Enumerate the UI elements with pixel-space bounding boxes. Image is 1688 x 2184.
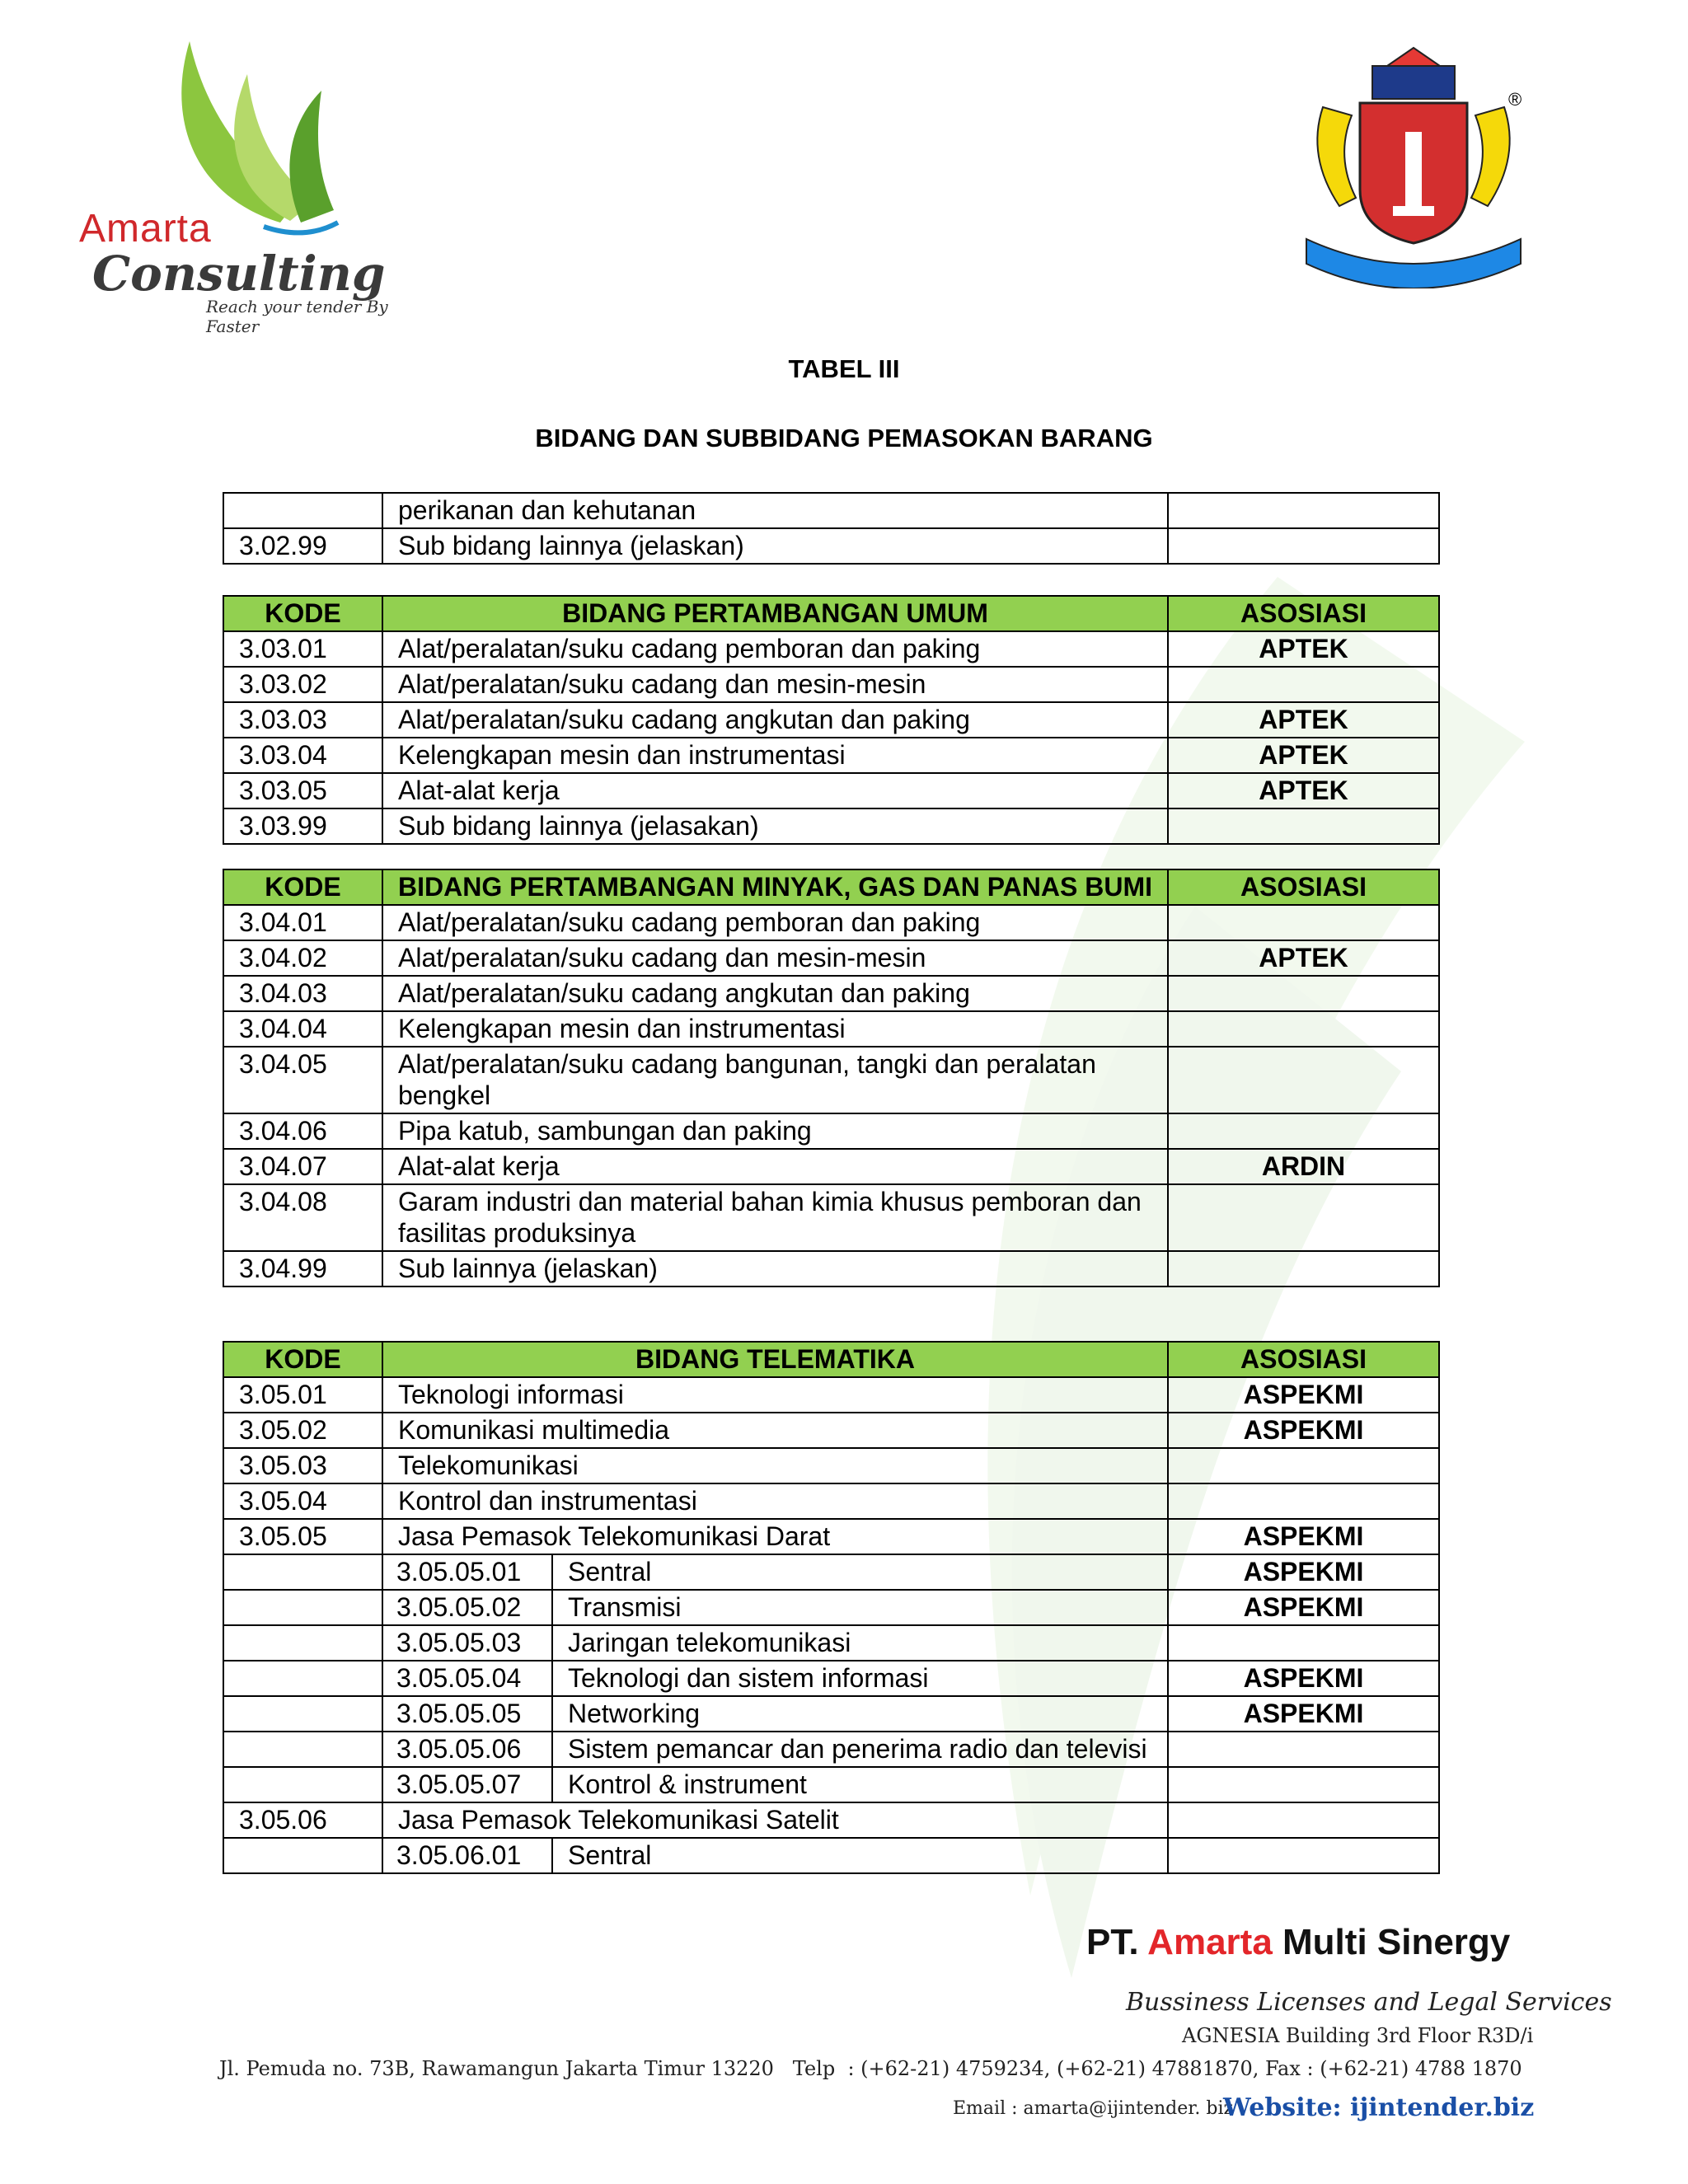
header-bidang: BIDANG PERTAMBANGAN UMUM [382,596,1168,631]
kode-cell [223,1625,382,1661]
company-highlight: Amarta [1147,1922,1273,1962]
table-subrow [223,1625,1439,1661]
nama-cell: Jasa Pemasok Telekomunikasi Darat [382,1519,1168,1554]
table-row [223,1519,1439,1554]
table-row [223,738,1439,773]
table-row [223,1149,1439,1184]
brand-tagline: Reach your tender By Faster [206,297,388,336]
kode-cell: 3.04.99 [223,1251,382,1286]
nama-cell: Alat-alat kerja [382,773,1168,808]
table-header-row [223,869,1439,905]
header-kode: KODE [223,596,382,631]
table-minyak-gas-panas-bumi [223,869,1440,1287]
table-telematika [223,1341,1440,1874]
table-pertambangan-umum [223,595,1440,845]
asosiasi-cell: ASPEKMI [1168,1554,1439,1590]
table-row [223,773,1439,808]
table-row [223,631,1439,667]
kode-cell: 3.03.04 [223,738,382,773]
asosiasi-cell: APTEK [1168,631,1439,667]
asosiasi-cell [1168,667,1439,702]
kode-cell: 3.02.99 [223,528,382,564]
kode-cell [223,1554,382,1590]
table-subrow [223,1696,1439,1732]
table-row [223,1448,1439,1483]
asosiasi-cell: ASPEKMI [1168,1696,1439,1732]
asosiasi-cell [1168,528,1439,564]
table-header-row [223,596,1439,631]
brand-name-line1: Amarta [79,207,212,251]
nama-cell: Pipa katub, sambungan dan paking [382,1113,1168,1149]
kode-cell [223,1732,382,1767]
table-row [223,1047,1439,1113]
asosiasi-cell [1168,1113,1439,1149]
asosiasi-cell: ASPEKMI [1168,1519,1439,1554]
nama-cell: Networking [552,1696,1168,1732]
table-row [223,940,1439,976]
subkode-cell: 3.05.05.02 [382,1590,552,1625]
nama-cell: Jaringan telekomunikasi [552,1625,1168,1661]
kode-cell: 3.05.02 [223,1413,382,1448]
asosiasi-cell [1168,976,1439,1011]
subkode-cell: 3.05.05.05 [382,1696,552,1732]
subkode-cell: 3.05.05.03 [382,1625,552,1661]
kode-cell: 3.03.99 [223,808,382,844]
nama-cell: Kelengkapan mesin dan instrumentasi [382,738,1168,773]
nama-cell: Alat/peralatan/suku cadang pemboran dan paking [382,631,1168,667]
table-row [223,528,1439,564]
table-row [223,1413,1439,1448]
nama-cell: Sub bidang lainnya (jelaskan) [382,528,1168,564]
nama-cell: Alat/peralatan/suku cadang dan mesin-mesin [382,940,1168,976]
asosiasi-cell [1168,1767,1439,1802]
asosiasi-cell [1168,1483,1439,1519]
kode-cell: 3.03.01 [223,631,382,667]
nama-cell: Sentral [552,1838,1168,1873]
asosiasi-cell [1168,1011,1439,1047]
nama-cell: Sub lainnya (jelaskan) [382,1251,1168,1286]
header-bidang: BIDANG PERTAMBANGAN MINYAK, GAS DAN PANAS BUMI [382,869,1168,905]
asosiasi-cell: ASPEKMI [1168,1661,1439,1696]
kode-cell: 3.05.06 [223,1802,382,1838]
kode-cell: 3.04.06 [223,1113,382,1149]
header-kode: KODE [223,869,382,905]
table-row [223,808,1439,844]
nama-cell: Alat/peralatan/suku cadang bangunan, tangki dan peralatan bengkel [382,1047,1168,1113]
table-row [223,667,1439,702]
asosiasi-cell [1168,1047,1439,1113]
subkode-cell: 3.05.05.01 [382,1554,552,1590]
asosiasi-cell: ARDIN [1168,1149,1439,1184]
nama-cell: Sub bidang lainnya (jelasakan) [382,808,1168,844]
kode-cell: 3.05.03 [223,1448,382,1483]
asosiasi-cell [1168,1251,1439,1286]
kode-cell [223,1590,382,1625]
nama-cell: Alat/peralatan/suku cadang dan mesin-mesin [382,667,1168,702]
asosiasi-cell [1168,1184,1439,1251]
kode-cell: 3.04.08 [223,1184,382,1251]
kode-cell [223,493,382,528]
asosiasi-cell: ASPEKMI [1168,1377,1439,1413]
header-asosiasi: ASOSIASI [1168,869,1439,905]
asosiasi-cell: APTEK [1168,738,1439,773]
jakarta-crest-icon [1290,41,1537,288]
table-row [223,1113,1439,1149]
asosiasi-cell: ASPEKMI [1168,1413,1439,1448]
nama-cell: Sentral [552,1554,1168,1590]
brand-name-line2: Consulting [92,246,386,302]
nama-cell: Telekomunikasi [382,1448,1168,1483]
kode-cell: 3.04.05 [223,1047,382,1113]
footer-address: Jl. Pemuda no. 73B, Rawamangun Jakarta Timur 13220 Telp : (+62-21) 4759234, (+62-21) 47881870, Fax : (+62-21) 4788 1870 [219,2057,1522,2080]
nama-cell: Kelengkapan mesin dan instrumentasi [382,1011,1168,1047]
company-suffix: Multi Sinergy [1282,1922,1511,1962]
table-row [223,905,1439,940]
nama-cell: Kontrol dan instrumentasi [382,1483,1168,1519]
amarta-consulting-logo [74,25,437,336]
header-asosiasi: ASOSIASI [1168,596,1439,631]
page-subtitle: BIDANG DAN SUBBIDANG PEMASOKAN BARANG [535,424,1153,452]
kode-cell: 3.05.04 [223,1483,382,1519]
asosiasi-cell: APTEK [1168,773,1439,808]
nama-cell: Alat/peralatan/suku cadang angkutan dan paking [382,702,1168,738]
subkode-cell: 3.05.05.07 [382,1767,552,1802]
asosiasi-cell [1168,1802,1439,1838]
table-row [223,493,1439,528]
table-subrow [223,1661,1439,1696]
asosiasi-cell [1168,1625,1439,1661]
footer-website-link[interactable]: Website: ijintender.biz [1223,2093,1535,2122]
nama-cell: Alat/peralatan/suku cadang pemboran dan paking [382,905,1168,940]
header-bidang: BIDANG TELEMATIKA [382,1342,1168,1377]
page-title: TABEL III [788,354,900,383]
nama-cell: perikanan dan kehutanan [382,493,1168,528]
table-row [223,1011,1439,1047]
subkode-cell: 3.05.05.06 [382,1732,552,1767]
nama-cell: Alat-alat kerja [382,1149,1168,1184]
nama-cell: Teknologi dan sistem informasi [552,1661,1168,1696]
kode-cell: 3.04.02 [223,940,382,976]
kode-cell: 3.04.03 [223,976,382,1011]
kode-cell: 3.05.01 [223,1377,382,1413]
kode-cell: 3.04.07 [223,1149,382,1184]
crest-registered-mark: ® [1508,89,1522,110]
kode-cell: 3.04.01 [223,905,382,940]
nama-cell: Garam industri dan material bahan kimia khusus pemboran dan fasilitas produksinya [382,1184,1168,1251]
kode-cell: 3.05.05 [223,1519,382,1554]
asosiasi-cell [1168,1732,1439,1767]
table-row [223,976,1439,1011]
table-subrow [223,1590,1439,1625]
table-row [223,1251,1439,1286]
asosiasi-cell [1168,905,1439,940]
nama-cell: Teknologi informasi [382,1377,1168,1413]
nama-cell: Komunikasi multimedia [382,1413,1168,1448]
subkode-cell: 3.05.06.01 [382,1838,552,1873]
table-subrow [223,1732,1439,1767]
table-subrow [223,1838,1439,1873]
jakarta-crest [1290,41,1537,288]
subkode-cell: 3.05.05.04 [382,1661,552,1696]
nama-cell: Kontrol & instrument [552,1767,1168,1802]
kode-cell [223,1838,382,1873]
nama-cell: Alat/peralatan/suku cadang angkutan dan paking [382,976,1168,1011]
table-row [223,702,1439,738]
kode-cell: 3.03.02 [223,667,382,702]
kode-cell: 3.03.05 [223,773,382,808]
kode-cell [223,1767,382,1802]
header-kode: KODE [223,1342,382,1377]
nama-cell: Jasa Pemasok Telekomunikasi Satelit [382,1802,1168,1838]
table-header-row [223,1342,1439,1377]
nama-cell: Sistem pemancar dan penerima radio dan televisi [552,1732,1168,1767]
asosiasi-cell [1168,1448,1439,1483]
table-subrow [223,1554,1439,1590]
company-prefix: PT. [1086,1922,1139,1962]
asosiasi-cell: APTEK [1168,940,1439,976]
asosiasi-cell: APTEK [1168,702,1439,738]
table-subrow [223,1767,1439,1802]
kode-cell [223,1696,382,1732]
table-row [223,1802,1439,1838]
table-row [223,1377,1439,1413]
kode-cell: 3.03.03 [223,702,382,738]
footer-email[interactable]: Email : amarta@ijintender. biz [953,2098,1234,2119]
nama-cell: Transmisi [552,1590,1168,1625]
asosiasi-cell [1168,808,1439,844]
footer-building: AGNESIA Building 3rd Floor R3D/i [1182,2024,1534,2047]
table-row [223,1483,1439,1519]
kode-cell: 3.04.04 [223,1011,382,1047]
footer-company-name [1086,1922,1510,1963]
asosiasi-cell: ASPEKMI [1168,1590,1439,1625]
kode-cell [223,1661,382,1696]
asosiasi-cell [1168,1838,1439,1873]
asosiasi-cell [1168,493,1439,528]
table-row [223,1184,1439,1251]
footer-licenses: Bussiness Licenses and Legal Services [1126,1988,1612,2017]
header-asosiasi: ASOSIASI [1168,1342,1439,1377]
table-continuation [223,492,1440,565]
